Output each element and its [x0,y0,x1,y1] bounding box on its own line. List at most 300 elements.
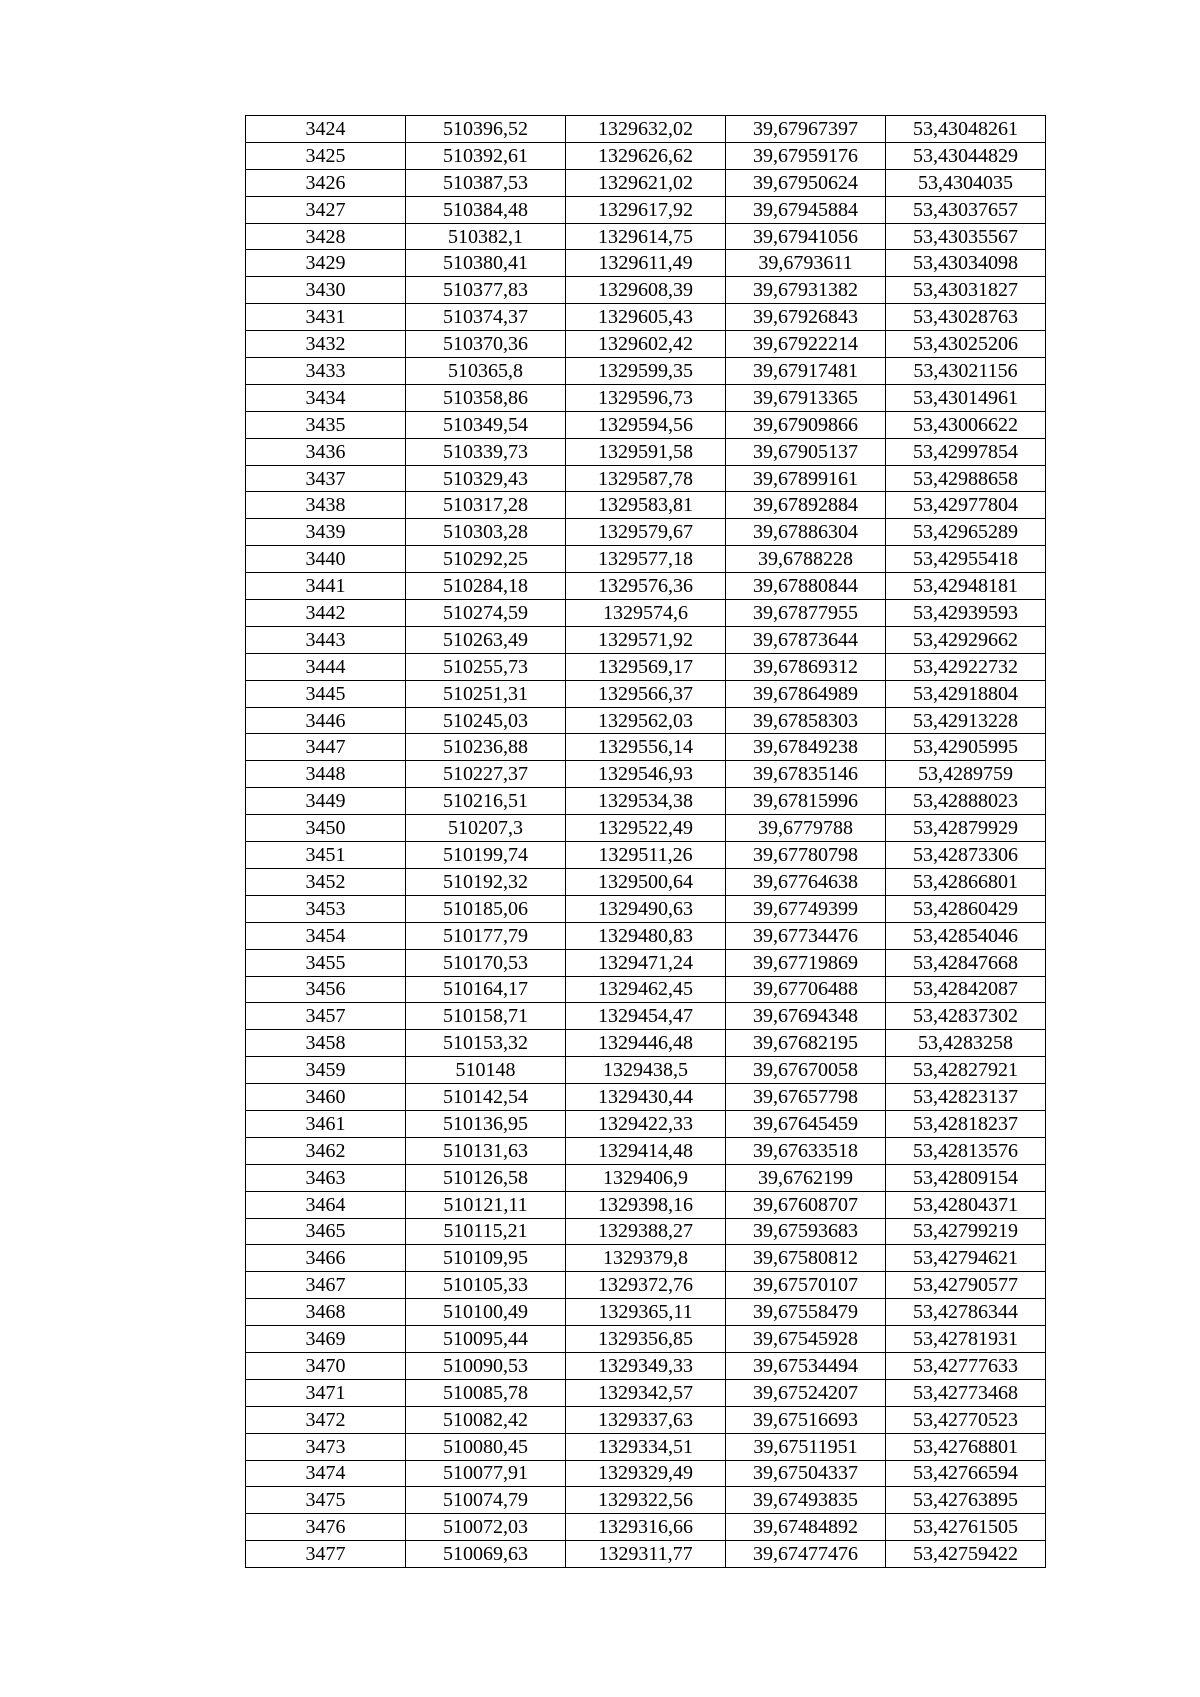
longitude-cell: 53,4289759 [886,761,1046,788]
y-coordinate-cell: 1329329,49 [566,1460,726,1487]
longitude-cell: 53,42918804 [886,680,1046,707]
x-coordinate-cell: 510245,03 [406,707,566,734]
latitude-cell: 39,67484892 [726,1514,886,1541]
latitude-cell: 39,67764638 [726,868,886,895]
point-number-cell: 3429 [246,250,406,277]
table-row [246,680,1046,707]
latitude-cell: 39,6779788 [726,815,886,842]
longitude-cell: 53,42823137 [886,1084,1046,1111]
x-coordinate-cell: 510207,3 [406,815,566,842]
x-coordinate-cell: 510358,86 [406,384,566,411]
latitude-cell: 39,67608707 [726,1191,886,1218]
longitude-cell: 53,42913228 [886,707,1046,734]
latitude-cell: 39,67719869 [726,949,886,976]
point-number-cell: 3459 [246,1057,406,1084]
table-row [246,1379,1046,1406]
table-row [246,465,1046,492]
y-coordinate-cell: 1329414,48 [566,1137,726,1164]
x-coordinate-cell: 510077,91 [406,1460,566,1487]
latitude-cell: 39,67909866 [726,411,886,438]
longitude-cell: 53,43025206 [886,331,1046,358]
latitude-cell: 39,67570107 [726,1272,886,1299]
longitude-cell: 53,42770523 [886,1406,1046,1433]
longitude-cell: 53,43037657 [886,196,1046,223]
longitude-cell: 53,42997854 [886,438,1046,465]
x-coordinate-cell: 510199,74 [406,842,566,869]
latitude-cell: 39,67892884 [726,492,886,519]
point-number-cell: 3438 [246,492,406,519]
point-number-cell: 3443 [246,626,406,653]
table-row [246,1084,1046,1111]
table-row [246,411,1046,438]
point-number-cell: 3452 [246,868,406,895]
latitude-cell: 39,67815996 [726,788,886,815]
latitude-cell: 39,67534494 [726,1352,886,1379]
x-coordinate-cell: 510384,48 [406,196,566,223]
longitude-cell: 53,42794621 [886,1245,1046,1272]
x-coordinate-cell: 510148 [406,1057,566,1084]
x-coordinate-cell: 510263,49 [406,626,566,653]
y-coordinate-cell: 1329583,81 [566,492,726,519]
longitude-cell: 53,42866801 [886,868,1046,895]
y-coordinate-cell: 1329522,49 [566,815,726,842]
longitude-cell: 53,42842087 [886,976,1046,1003]
x-coordinate-cell: 510317,28 [406,492,566,519]
point-number-cell: 3431 [246,304,406,331]
latitude-cell: 39,67545928 [726,1326,886,1353]
y-coordinate-cell: 1329602,42 [566,331,726,358]
table-row [246,384,1046,411]
table-row [246,1326,1046,1353]
point-number-cell: 3467 [246,1272,406,1299]
table-row [246,304,1046,331]
longitude-cell: 53,42818237 [886,1110,1046,1137]
longitude-cell: 53,43014961 [886,384,1046,411]
longitude-cell: 53,43006622 [886,411,1046,438]
x-coordinate-cell: 510251,31 [406,680,566,707]
point-number-cell: 3469 [246,1326,406,1353]
x-coordinate-cell: 510396,52 [406,116,566,143]
x-coordinate-cell: 510377,83 [406,277,566,304]
table-row [246,734,1046,761]
table-row [246,142,1046,169]
x-coordinate-cell: 510164,17 [406,976,566,1003]
y-coordinate-cell: 1329611,49 [566,250,726,277]
point-number-cell: 3466 [246,1245,406,1272]
table-row [246,519,1046,546]
longitude-cell: 53,42922732 [886,653,1046,680]
table-row [246,600,1046,627]
x-coordinate-cell: 510085,78 [406,1379,566,1406]
point-number-cell: 3446 [246,707,406,734]
point-number-cell: 3441 [246,573,406,600]
latitude-cell: 39,67858303 [726,707,886,734]
longitude-cell: 53,42761505 [886,1514,1046,1541]
y-coordinate-cell: 1329569,17 [566,653,726,680]
point-number-cell: 3468 [246,1299,406,1326]
table-row [246,1541,1046,1568]
longitude-cell: 53,42777633 [886,1352,1046,1379]
y-coordinate-cell: 1329566,37 [566,680,726,707]
x-coordinate-cell: 510115,21 [406,1218,566,1245]
longitude-cell: 53,42766594 [886,1460,1046,1487]
x-coordinate-cell: 510349,54 [406,411,566,438]
table-row [246,546,1046,573]
point-number-cell: 3476 [246,1514,406,1541]
y-coordinate-cell: 1329422,33 [566,1110,726,1137]
point-number-cell: 3434 [246,384,406,411]
latitude-cell: 39,67682195 [726,1030,886,1057]
table-row [246,707,1046,734]
x-coordinate-cell: 510392,61 [406,142,566,169]
longitude-cell: 53,42827921 [886,1057,1046,1084]
x-coordinate-cell: 510274,59 [406,600,566,627]
point-number-cell: 3444 [246,653,406,680]
longitude-cell: 53,42988658 [886,465,1046,492]
y-coordinate-cell: 1329596,73 [566,384,726,411]
y-coordinate-cell: 1329594,56 [566,411,726,438]
y-coordinate-cell: 1329608,39 [566,277,726,304]
latitude-cell: 39,67959176 [726,142,886,169]
x-coordinate-cell: 510082,42 [406,1406,566,1433]
latitude-cell: 39,67593683 [726,1218,886,1245]
coordinates-table [245,115,1046,1568]
table-row [246,492,1046,519]
latitude-cell: 39,67877955 [726,600,886,627]
table-row [246,1352,1046,1379]
point-number-cell: 3449 [246,788,406,815]
y-coordinate-cell: 1329342,57 [566,1379,726,1406]
table-row [246,868,1046,895]
table-row [246,949,1046,976]
longitude-cell: 53,42854046 [886,922,1046,949]
longitude-cell: 53,4283258 [886,1030,1046,1057]
table-row [246,250,1046,277]
latitude-cell: 39,67869312 [726,653,886,680]
table-row [246,1164,1046,1191]
point-number-cell: 3453 [246,895,406,922]
y-coordinate-cell: 1329576,36 [566,573,726,600]
latitude-cell: 39,67504337 [726,1460,886,1487]
latitude-cell: 39,67913365 [726,384,886,411]
longitude-cell: 53,42847668 [886,949,1046,976]
y-coordinate-cell: 1329556,14 [566,734,726,761]
y-coordinate-cell: 1329562,03 [566,707,726,734]
latitude-cell: 39,67880844 [726,573,886,600]
table-row [246,1057,1046,1084]
point-number-cell: 3455 [246,949,406,976]
point-number-cell: 3433 [246,358,406,385]
latitude-cell: 39,67657798 [726,1084,886,1111]
y-coordinate-cell: 1329626,62 [566,142,726,169]
point-number-cell: 3463 [246,1164,406,1191]
table-row [246,976,1046,1003]
table-row [246,1406,1046,1433]
y-coordinate-cell: 1329574,6 [566,600,726,627]
point-number-cell: 3435 [246,411,406,438]
point-number-cell: 3450 [246,815,406,842]
table-row [246,761,1046,788]
x-coordinate-cell: 510142,54 [406,1084,566,1111]
longitude-cell: 53,42768801 [886,1433,1046,1460]
point-number-cell: 3464 [246,1191,406,1218]
latitude-cell: 39,67950624 [726,169,886,196]
y-coordinate-cell: 1329438,5 [566,1057,726,1084]
latitude-cell: 39,67835146 [726,761,886,788]
table-row [246,1299,1046,1326]
y-coordinate-cell: 1329480,83 [566,922,726,949]
y-coordinate-cell: 1329500,64 [566,868,726,895]
x-coordinate-cell: 510069,63 [406,1541,566,1568]
longitude-cell: 53,42939593 [886,600,1046,627]
x-coordinate-cell: 510158,71 [406,1003,566,1030]
x-coordinate-cell: 510236,88 [406,734,566,761]
point-number-cell: 3430 [246,277,406,304]
table-row [246,1460,1046,1487]
longitude-cell: 53,43044829 [886,142,1046,169]
x-coordinate-cell: 510374,37 [406,304,566,331]
longitude-cell: 53,42809154 [886,1164,1046,1191]
longitude-cell: 53,43021156 [886,358,1046,385]
longitude-cell: 53,42790577 [886,1272,1046,1299]
latitude-cell: 39,67477476 [726,1541,886,1568]
longitude-cell: 53,42860429 [886,895,1046,922]
latitude-cell: 39,67873644 [726,626,886,653]
point-number-cell: 3460 [246,1084,406,1111]
latitude-cell: 39,67633518 [726,1137,886,1164]
point-number-cell: 3472 [246,1406,406,1433]
latitude-cell: 39,67899161 [726,465,886,492]
x-coordinate-cell: 510329,43 [406,465,566,492]
table-row [246,1218,1046,1245]
latitude-cell: 39,67922214 [726,331,886,358]
y-coordinate-cell: 1329311,77 [566,1541,726,1568]
longitude-cell: 53,42948181 [886,573,1046,600]
point-number-cell: 3448 [246,761,406,788]
point-number-cell: 3454 [246,922,406,949]
y-coordinate-cell: 1329591,58 [566,438,726,465]
y-coordinate-cell: 1329388,27 [566,1218,726,1245]
y-coordinate-cell: 1329334,51 [566,1433,726,1460]
latitude-cell: 39,6762199 [726,1164,886,1191]
point-number-cell: 3458 [246,1030,406,1057]
y-coordinate-cell: 1329372,76 [566,1272,726,1299]
latitude-cell: 39,67580812 [726,1245,886,1272]
y-coordinate-cell: 1329406,9 [566,1164,726,1191]
latitude-cell: 39,67886304 [726,519,886,546]
y-coordinate-cell: 1329617,92 [566,196,726,223]
point-number-cell: 3465 [246,1218,406,1245]
table-row [246,895,1046,922]
longitude-cell: 53,42759422 [886,1541,1046,1568]
point-number-cell: 3426 [246,169,406,196]
table-row [246,1514,1046,1541]
point-number-cell: 3447 [246,734,406,761]
table-row [246,1433,1046,1460]
x-coordinate-cell: 510177,79 [406,922,566,949]
latitude-cell: 39,67511951 [726,1433,886,1460]
x-coordinate-cell: 510074,79 [406,1487,566,1514]
y-coordinate-cell: 1329546,93 [566,761,726,788]
table-row [246,438,1046,465]
point-number-cell: 3424 [246,116,406,143]
latitude-cell: 39,67706488 [726,976,886,1003]
longitude-cell: 53,42813576 [886,1137,1046,1164]
y-coordinate-cell: 1329349,33 [566,1352,726,1379]
y-coordinate-cell: 1329446,48 [566,1030,726,1057]
x-coordinate-cell: 510292,25 [406,546,566,573]
table-row [246,116,1046,143]
point-number-cell: 3461 [246,1110,406,1137]
latitude-cell: 39,67926843 [726,304,886,331]
x-coordinate-cell: 510080,45 [406,1433,566,1460]
x-coordinate-cell: 510303,28 [406,519,566,546]
longitude-cell: 53,42873306 [886,842,1046,869]
latitude-cell: 39,67493835 [726,1487,886,1514]
latitude-cell: 39,67945884 [726,196,886,223]
table-row [246,1245,1046,1272]
x-coordinate-cell: 510339,73 [406,438,566,465]
y-coordinate-cell: 1329471,24 [566,949,726,976]
x-coordinate-cell: 510227,37 [406,761,566,788]
x-coordinate-cell: 510192,32 [406,868,566,895]
point-number-cell: 3437 [246,465,406,492]
longitude-cell: 53,42781931 [886,1326,1046,1353]
table-row [246,1487,1046,1514]
point-number-cell: 3436 [246,438,406,465]
y-coordinate-cell: 1329511,26 [566,842,726,869]
x-coordinate-cell: 510109,95 [406,1245,566,1272]
latitude-cell: 39,67524207 [726,1379,886,1406]
latitude-cell: 39,67645459 [726,1110,886,1137]
x-coordinate-cell: 510121,11 [406,1191,566,1218]
point-number-cell: 3427 [246,196,406,223]
latitude-cell: 39,67917481 [726,358,886,385]
x-coordinate-cell: 510284,18 [406,573,566,600]
longitude-cell: 53,42955418 [886,546,1046,573]
table-row [246,196,1046,223]
table-row [246,1030,1046,1057]
table-row [246,573,1046,600]
point-number-cell: 3471 [246,1379,406,1406]
y-coordinate-cell: 1329579,67 [566,519,726,546]
y-coordinate-cell: 1329462,45 [566,976,726,1003]
table-row [246,1110,1046,1137]
y-coordinate-cell: 1329605,43 [566,304,726,331]
y-coordinate-cell: 1329337,63 [566,1406,726,1433]
table-row [246,626,1046,653]
latitude-cell: 39,67734476 [726,922,886,949]
x-coordinate-cell: 510382,1 [406,223,566,250]
x-coordinate-cell: 510100,49 [406,1299,566,1326]
x-coordinate-cell: 510255,73 [406,653,566,680]
table-row [246,169,1046,196]
latitude-cell: 39,67749399 [726,895,886,922]
longitude-cell: 53,42786344 [886,1299,1046,1326]
longitude-cell: 53,43035567 [886,223,1046,250]
point-number-cell: 3475 [246,1487,406,1514]
point-number-cell: 3456 [246,976,406,1003]
y-coordinate-cell: 1329587,78 [566,465,726,492]
y-coordinate-cell: 1329430,44 [566,1084,726,1111]
y-coordinate-cell: 1329577,18 [566,546,726,573]
table-row [246,842,1046,869]
table-row [246,223,1046,250]
x-coordinate-cell: 510380,41 [406,250,566,277]
y-coordinate-cell: 1329599,35 [566,358,726,385]
latitude-cell: 39,67931382 [726,277,886,304]
x-coordinate-cell: 510072,03 [406,1514,566,1541]
point-number-cell: 3425 [246,142,406,169]
x-coordinate-cell: 510095,44 [406,1326,566,1353]
table-row [246,1272,1046,1299]
y-coordinate-cell: 1329379,8 [566,1245,726,1272]
latitude-cell: 39,67694348 [726,1003,886,1030]
table-row [246,331,1046,358]
latitude-cell: 39,67780798 [726,842,886,869]
x-coordinate-cell: 510370,36 [406,331,566,358]
y-coordinate-cell: 1329454,47 [566,1003,726,1030]
table-row [246,815,1046,842]
table-row [246,1191,1046,1218]
table-row [246,922,1046,949]
longitude-cell: 53,43031827 [886,277,1046,304]
point-number-cell: 3462 [246,1137,406,1164]
y-coordinate-cell: 1329621,02 [566,169,726,196]
latitude-cell: 39,67558479 [726,1299,886,1326]
longitude-cell: 53,42763895 [886,1487,1046,1514]
point-number-cell: 3432 [246,331,406,358]
y-coordinate-cell: 1329490,63 [566,895,726,922]
point-number-cell: 3477 [246,1541,406,1568]
latitude-cell: 39,67905137 [726,438,886,465]
latitude-cell: 39,67849238 [726,734,886,761]
latitude-cell: 39,67864989 [726,680,886,707]
longitude-cell: 53,42879929 [886,815,1046,842]
y-coordinate-cell: 1329632,02 [566,116,726,143]
x-coordinate-cell: 510136,95 [406,1110,566,1137]
longitude-cell: 53,43028763 [886,304,1046,331]
longitude-cell: 53,4304035 [886,169,1046,196]
table-row [246,788,1046,815]
table-row [246,358,1046,385]
latitude-cell: 39,67967397 [726,116,886,143]
longitude-cell: 53,42837302 [886,1003,1046,1030]
latitude-cell: 39,67941056 [726,223,886,250]
table-row [246,277,1046,304]
x-coordinate-cell: 510387,53 [406,169,566,196]
longitude-cell: 53,42929662 [886,626,1046,653]
longitude-cell: 53,42977804 [886,492,1046,519]
x-coordinate-cell: 510153,32 [406,1030,566,1057]
longitude-cell: 53,43034098 [886,250,1046,277]
x-coordinate-cell: 510105,33 [406,1272,566,1299]
y-coordinate-cell: 1329534,38 [566,788,726,815]
x-coordinate-cell: 510131,63 [406,1137,566,1164]
x-coordinate-cell: 510365,8 [406,358,566,385]
point-number-cell: 3440 [246,546,406,573]
point-number-cell: 3439 [246,519,406,546]
latitude-cell: 39,6788228 [726,546,886,573]
point-number-cell: 3470 [246,1352,406,1379]
coordinates-table-body [246,116,1046,1568]
longitude-cell: 53,42773468 [886,1379,1046,1406]
longitude-cell: 53,42888023 [886,788,1046,815]
longitude-cell: 53,42965289 [886,519,1046,546]
y-coordinate-cell: 1329322,56 [566,1487,726,1514]
longitude-cell: 53,42804371 [886,1191,1046,1218]
point-number-cell: 3442 [246,600,406,627]
